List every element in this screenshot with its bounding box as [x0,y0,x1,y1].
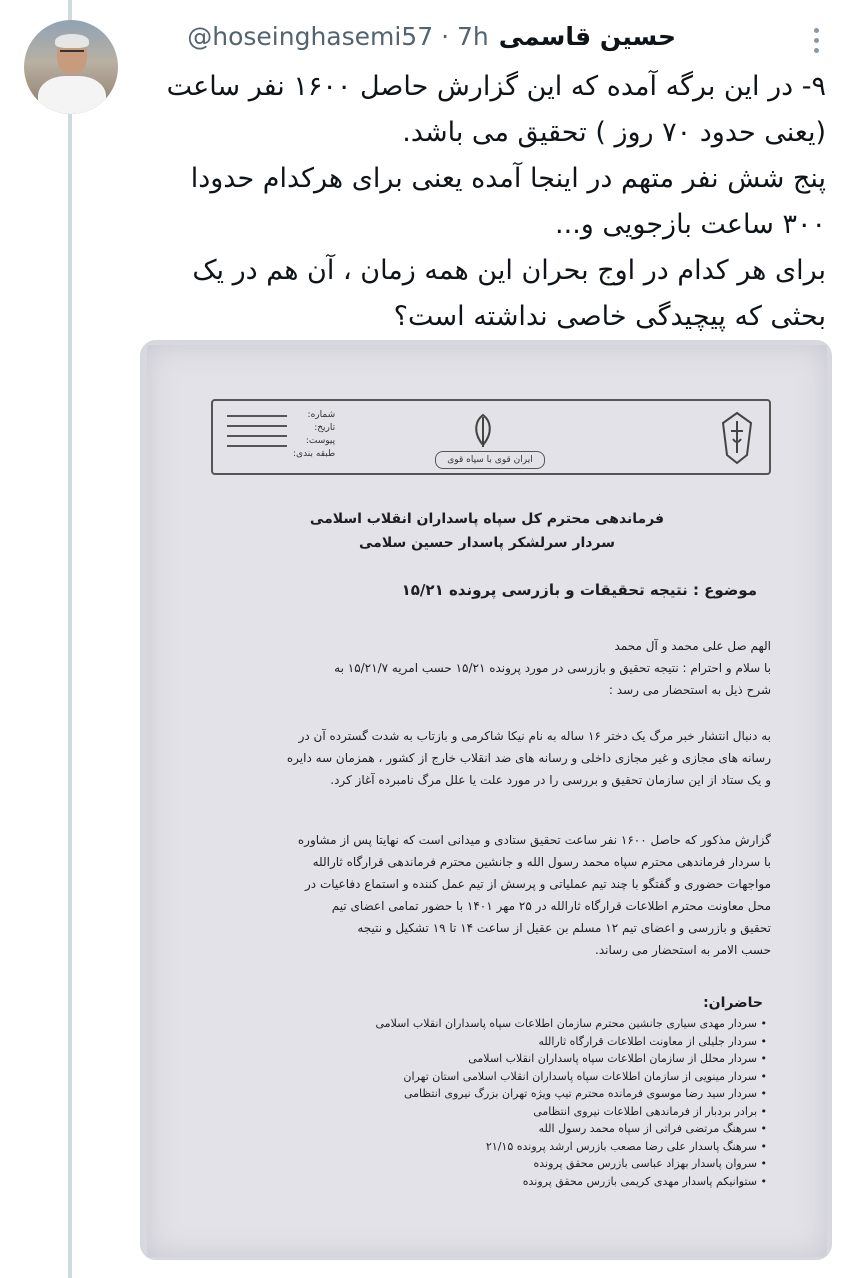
attendees-list [376,1015,767,1190]
tweet-text-line: ۳۰۰ ساعت بازجویی و... [555,209,826,240]
list-item: • سردار محلل از سازمان اطلاعات سپاه پاسداران انقلاب اسلامی [468,1052,767,1065]
author-handle[interactable]: @hoseinghasemi57 [187,22,434,51]
document-paragraph: گزارش مذکور که حاصل ۱۶۰۰ نفر ساعت تحقیق ستادی و میدانی است که نهایتا پس از مشاوره با سردار فرماندهی محترم سپاه محمد رسول الله و جانشین محترم فرماندهی قرارگاه ثارالله مواجهات حضوری و گفتگو با چند تیم عملیاتی و پرسش از تیم عمل کننده و استماع دفاعیات در محل معاونت محترم اطلاعات قرارگاه ثارالله در ۲۵ مهر ۱۴۰۱ با حضور تمامی اعضای تیم تحقیق و بازرسی و اعضای تیم ۱۲ مسلم بن عقیل از ساعت ۱۴ تا ۱۹ تشکیل و نتیجه حسب الامر به استحضار می رساند. [297,833,771,957]
tweet-text-line: پنج شش نفر متهم در اینجا آمده یعنی برای هرکدام حدودا [190,163,826,194]
document-greeting: الهم صل علی محمد و آل محمد با سلام و احترام : نتیجه تحقیق و بازرسی در مورد پرونده ۱۵/۲۱ حسب امریه ۱۵/۲۱/۷ به شرح ذیل به استحضار می رسد : [334,639,771,697]
document-photo [147,345,827,1257]
thread-line [68,0,72,1278]
author-avatar[interactable] [24,20,118,114]
list-item: • سرهنگ مرتضی فراتی از سپاه محمد رسول الله [538,1122,767,1135]
tweet-text-line: ۹- در این برگه آمده که این گزارش حاصل ۱۶۰۰ نفر ساعت [166,71,826,102]
list-item: • سرهنگ پاسدار علی رضا مصعب بازرس ارشد پرونده ۲۱/۱۵ [485,1139,767,1153]
iran-emblem-icon [463,411,503,451]
document-addressee-name: سردار سرلشکر پاسدار حسین سلامی [359,535,615,551]
list-item: • سروان پاسدار بهزاد عباسی بازرس محقق پرونده [533,1157,767,1170]
document-paragraph: به دنبال انتشار خبر مرگ یک دختر ۱۶ ساله به نام نیکا شاکرمی و بازتاب به شدت گسترده آن در رسانه های مجازی و غیر مجازی داخلی و رسانه های ضد انقلاب خارج از کشور ، همزمان سه دایره و یک ستاد از این سازمان تحقیق و بررسی را در مورد علت یا علل مرگ نامبرده آغاز کرد. [286,729,771,787]
more-options-icon[interactable] [814,28,822,53]
tweet-text-line: برای هر کدام در اوج بحران این همه زمان ، آن هم در یک [192,255,826,286]
letterhead-labels: شماره: تاریخ: پیوست: طبقه بندی: [293,410,336,459]
letterhead-stamp: ایران قوی با سپاه قوی [435,451,545,469]
list-item: • سردار مهدی سیاری جانشین محترم سازمان اطلاعات سپاه پاسداران انقلاب اسلامی [375,1017,767,1030]
tweet-text-line: (یعنی حدود ۷۰ روز ) تحقیق می باشد. [402,117,826,148]
tweet-header [187,22,676,51]
document-addressee: فرماندهی محترم کل سپاه پاسداران انقلاب اسلامی [309,511,665,527]
list-item: • برادر بردبار از فرماندهی اطلاعات نیروی انتظامی [533,1104,767,1118]
document-subject: موضوع : نتیجه تحقیقات و بازرسی پرونده ۱۵/۲۱ [401,581,757,599]
list-item: • ستوانیکم پاسدار مهدی کریمی بازرس محقق پرونده [522,1174,767,1188]
document-letterhead [211,399,771,475]
list-item: • سردار جلیلی از معاونت اطلاعات قرارگاه ثارالله [538,1034,767,1048]
irgc-emblem-icon [717,409,757,467]
tweet-text-line: بحثی که پیچیدگی خاصی نداشته است؟ [393,301,826,332]
tweet-text [136,64,826,340]
list-item: • سردار سید رضا موسوی فرمانده محترم تیپ ویژه تهران بزرگ نیروی انتظامی [403,1087,767,1100]
tweet-time[interactable]: · 7h [441,22,489,51]
attendees-title: حاضران: [703,995,763,1011]
author-handle-time[interactable] [187,22,489,51]
author-name[interactable]: حسین قاسمی [498,22,676,51]
letterhead-lines [227,415,287,455]
tweet-media-image[interactable] [140,340,832,1260]
list-item: • سردار مینویی از سازمان اطلاعات سپاه پاسداران انقلاب اسلامی استان تهران [403,1069,767,1083]
